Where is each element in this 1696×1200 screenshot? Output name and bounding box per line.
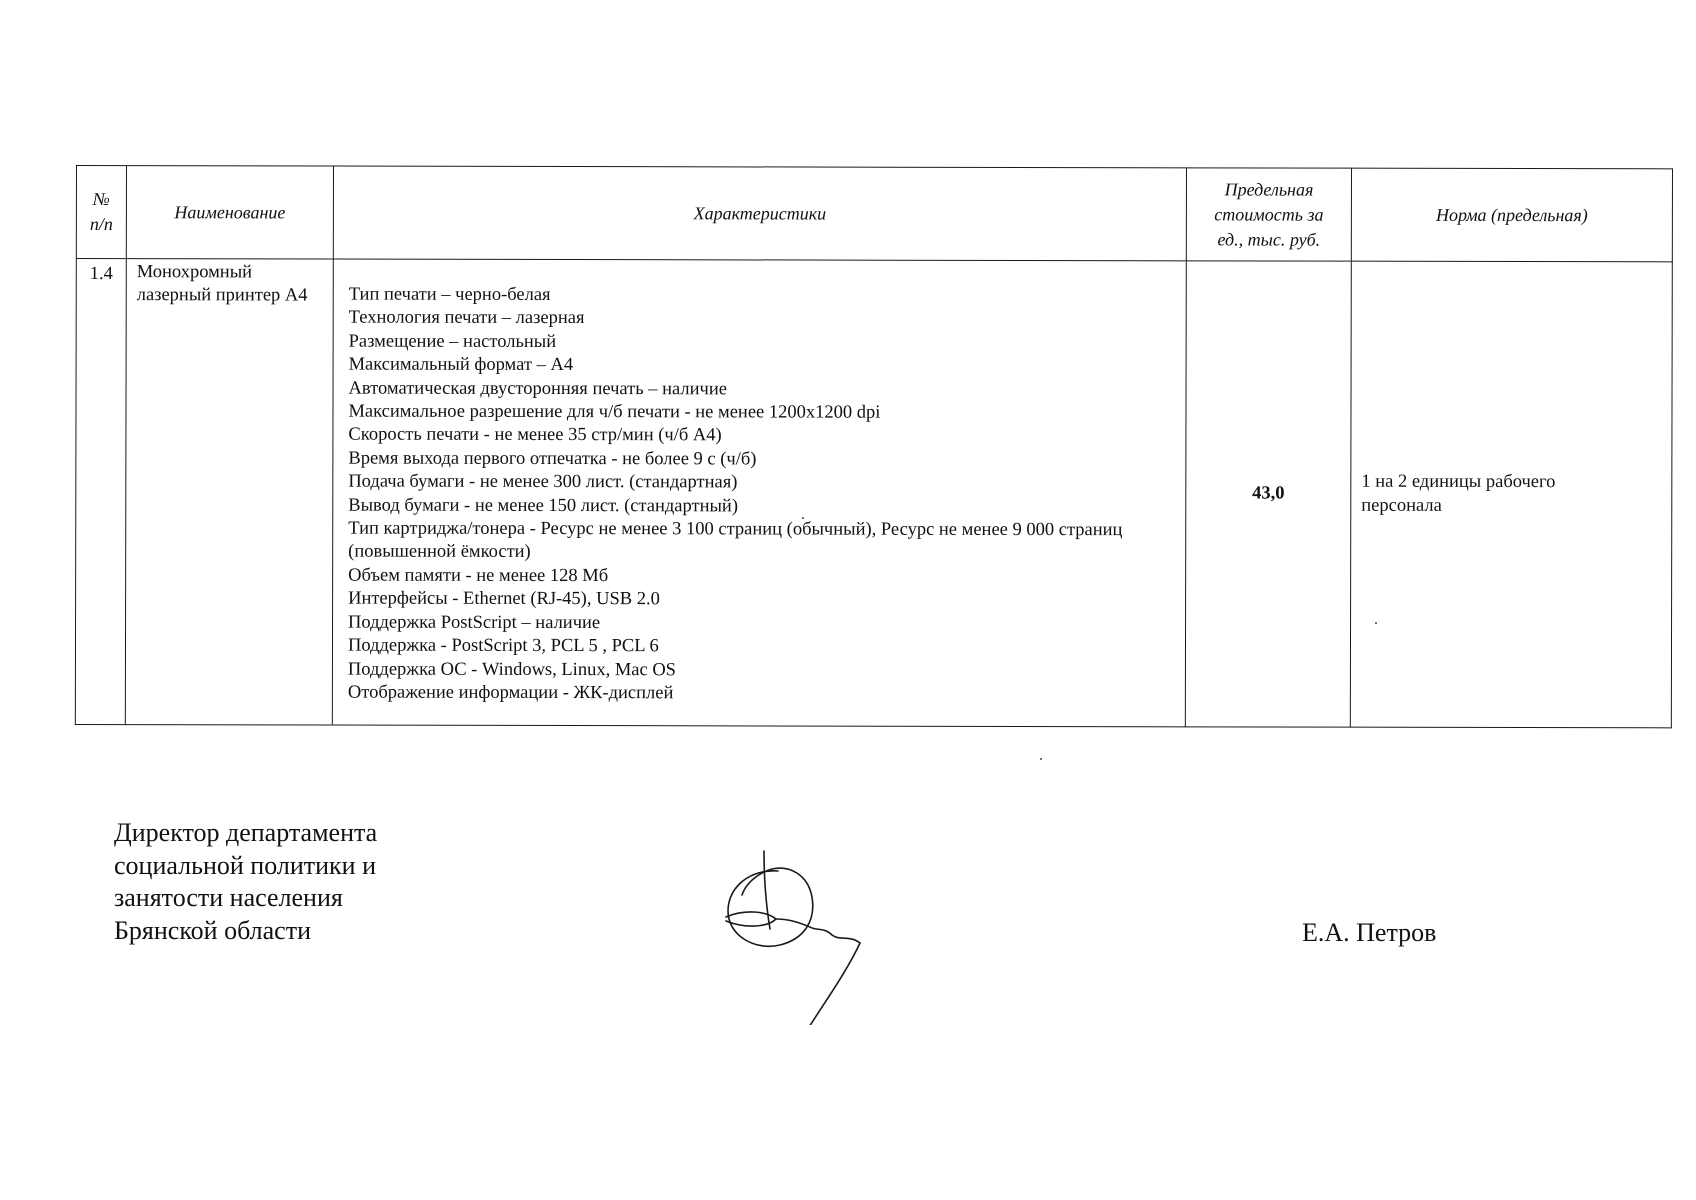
- header-number-abbr: п/п: [89, 214, 113, 235]
- spec-line: Скорость печати - не менее 35 стр/мин (ч/б А4): [348, 425, 722, 446]
- spec-line: Размещение – настольный: [348, 331, 557, 352]
- signatory-title: [114, 817, 377, 947]
- spec-line: Технология печати – лазерная: [348, 307, 585, 329]
- signatory-title-line: Брянской области: [114, 915, 311, 945]
- spec-line: Автоматическая двусторонняя печать – наличие: [348, 378, 728, 399]
- spec-line: Подача бумаги - не менее 300 лист. (стандартная): [348, 471, 738, 493]
- spec-line: Тип картриджа/тонера - Ресурс не менее 3 100 страниц (обычный), Ресурс не менее 9 000 страниц (повышенной ёмкости): [348, 518, 1123, 563]
- signatory-name: Е.А. Петров: [1302, 918, 1437, 947]
- row-item-name: Монохромный лазерный принтер А4: [125, 259, 333, 726]
- row-specifications: [332, 259, 1186, 727]
- row-norm: [1350, 261, 1672, 728]
- spec-line: Максимальный формат – А4: [348, 354, 574, 376]
- signatory-title-line: Директор департамента: [114, 818, 378, 847]
- header-norm: Норма (предельная): [1351, 168, 1672, 262]
- header-max-price: Предельная стоимость за ед., тыс. руб.: [1186, 168, 1351, 261]
- signatory-title-line: социальной политики и: [114, 850, 376, 880]
- table-row: [75, 259, 1672, 729]
- spec-line: Максимальное разрешение для ч/б печати - не менее 1200х1200 dpi: [348, 401, 881, 423]
- header-specifications: Характеристики: [333, 166, 1186, 261]
- spec-line: Объем памяти - не менее 128 Мб: [348, 565, 609, 586]
- scan-speck: [802, 517, 804, 519]
- row-max-price: 43,0: [1185, 261, 1351, 728]
- spec-line: Отображение информации - ЖК-дисплей: [347, 682, 674, 704]
- spec-line: Интерфейсы - Ethernet (RJ-45), USB 2.0: [348, 588, 660, 610]
- signatory-title-line: занятости населения: [114, 883, 343, 912]
- spec-line: Поддержка ОС - Windows, Linux, Mac OS: [347, 659, 677, 680]
- handwritten-signature: [720, 835, 880, 1025]
- spec-line: Поддержка - PostScript 3, PCL 5 , PCL 6: [347, 635, 659, 657]
- row-norm-text: 1 на 2 единицы рабочего персонала: [1361, 471, 1556, 516]
- header-number-symbol: №: [92, 189, 110, 210]
- specification-table: [75, 165, 1673, 729]
- scan-speck: [1375, 622, 1377, 624]
- spec-line: Вывод бумаги - не менее 150 лист. (стандартный): [348, 495, 739, 517]
- spec-line: Поддержка PostScript – наличие: [348, 612, 601, 633]
- header-number: [76, 166, 126, 259]
- spec-line: Время выхода первого отпечатка - не более 9 с (ч/б): [348, 448, 757, 470]
- spec-line: Тип печати – черно-белая: [348, 284, 551, 305]
- table-header-row: [76, 166, 1672, 262]
- row-number: 1.4: [75, 259, 126, 725]
- scan-speck: [1040, 758, 1042, 760]
- header-name: Наименование: [126, 166, 333, 259]
